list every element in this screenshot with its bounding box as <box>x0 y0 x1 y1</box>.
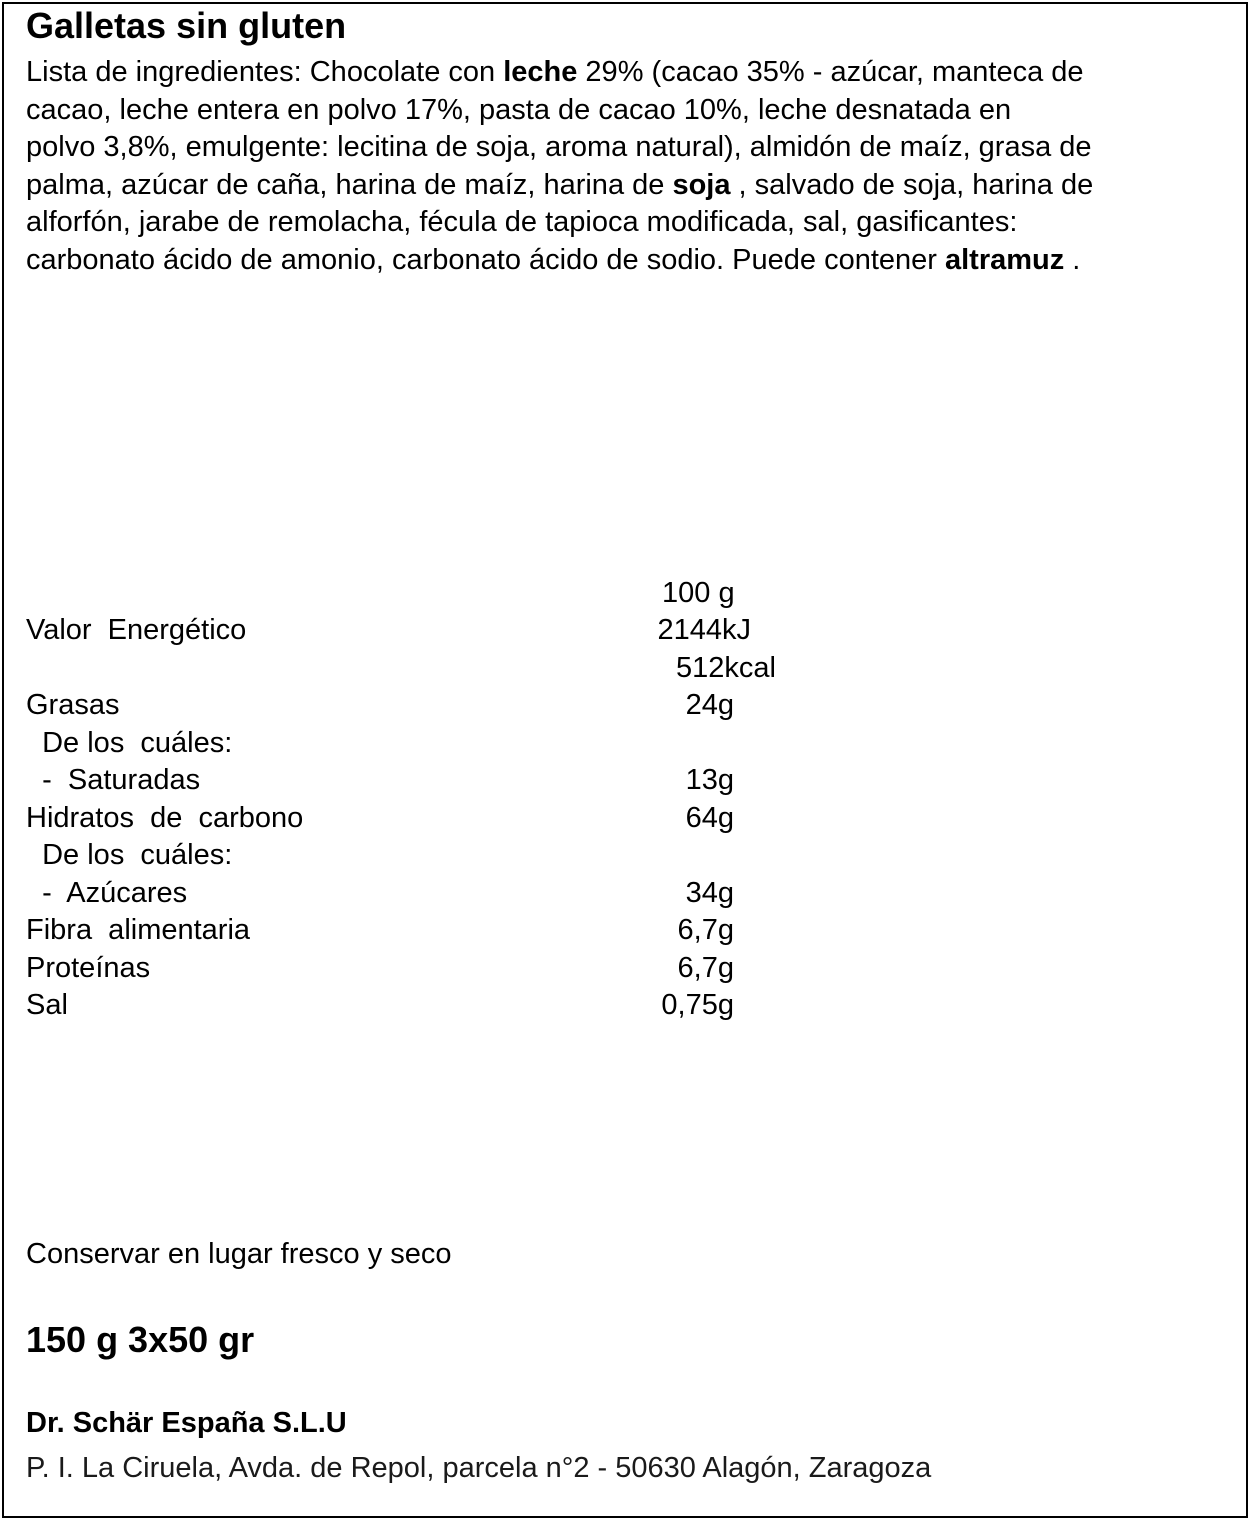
ingredients-line <box>26 242 1226 280</box>
nutrition-row <box>26 837 806 875</box>
ingredients-text: . <box>1064 243 1081 276</box>
nutrition-label: Proteínas <box>26 951 151 984</box>
net-weight: 150 g 3x50 gr <box>26 1319 255 1360</box>
ingredients-line <box>26 54 1226 92</box>
ingredients-list <box>26 54 1226 279</box>
nutrition-row <box>26 875 806 913</box>
ingredients-line <box>26 167 1226 205</box>
ingredients-text: polvo 3,8%, emulgente: lecitina de soja, aroma natural), almidón de maíz, grasa de <box>26 131 1092 163</box>
ingredients-text: carbonato ácido de amonio, carbonato ácido de sodio. Puede contener <box>26 243 945 276</box>
nutrition-value: 24g <box>685 689 734 721</box>
nutrition-label: Sal <box>26 989 68 1021</box>
ingredients-text: Lista de ingredientes: Chocolate con <box>26 56 504 88</box>
nutrition-value: 6,7g <box>677 914 734 946</box>
allergen-highlight: soja <box>672 168 731 201</box>
ingredients-text: 29% (cacao 35% - azúcar, manteca de <box>577 56 1084 88</box>
nutrition-value: 0,75g <box>661 989 734 1021</box>
nutrition-label: Fibra alimentaria <box>26 914 251 946</box>
nutrition-row <box>26 650 806 688</box>
nutrition-label: Hidratos de carbono <box>26 801 304 834</box>
nutrition-row <box>26 800 806 838</box>
nutrition-row <box>26 950 806 988</box>
ingredients-text: alforfón, jarabe de remolacha, fécula de tapioca modificada, sal, gasificantes: <box>26 206 1018 238</box>
allergen-highlight: altramuz <box>944 243 1065 276</box>
company-address: P. I. La Ciruela, Avda. de Repol, parcela n°2 - 50630 Alagón, Zaragoza <box>26 1452 932 1484</box>
nutrition-table <box>26 612 806 1025</box>
nutrition-value: 13g <box>685 764 734 796</box>
nutrition-value: 6,7g <box>677 951 734 984</box>
nutrition-value: 2144kJ <box>657 614 751 646</box>
storage-instructions: Conservar en lugar fresco y seco <box>26 1238 452 1270</box>
nutrition-label: - Saturadas <box>26 764 201 796</box>
nutrition-label: Valor Energético <box>26 614 247 646</box>
company-name: Dr. Schär España S.L.U <box>26 1407 347 1439</box>
nutrition-row <box>26 762 806 800</box>
nutrition-label: Grasas <box>26 689 120 721</box>
nutrition-label: De los cuáles: <box>26 726 233 759</box>
ingredients-text: palma, azúcar de caña, harina de maíz, harina de <box>26 168 673 201</box>
nutrition-column-header: 100 g <box>662 577 735 609</box>
ingredients-text: , salvado de soja, harina de <box>730 168 1094 201</box>
nutrition-row <box>26 987 806 1025</box>
nutrition-row <box>26 687 806 725</box>
ingredients-text: cacao, leche entera en polvo 17%, pasta de cacao 10%, leche desnatada en <box>26 93 1012 126</box>
nutrition-row <box>26 912 806 950</box>
nutrition-row <box>26 725 806 763</box>
nutrition-value: 64g <box>685 801 734 834</box>
product-title: Galletas sin gluten <box>26 5 347 46</box>
ingredients-line <box>26 92 1226 130</box>
nutrition-value: 512kcal <box>676 651 776 684</box>
ingredients-line <box>26 204 1226 242</box>
ingredients-line <box>26 129 1226 167</box>
nutrition-label: - Azúcares <box>26 876 188 909</box>
nutrition-label: De los cuáles: <box>26 839 233 871</box>
nutrition-row <box>26 612 806 650</box>
allergen-highlight: leche <box>503 56 578 88</box>
nutrition-value: 34g <box>685 876 734 909</box>
